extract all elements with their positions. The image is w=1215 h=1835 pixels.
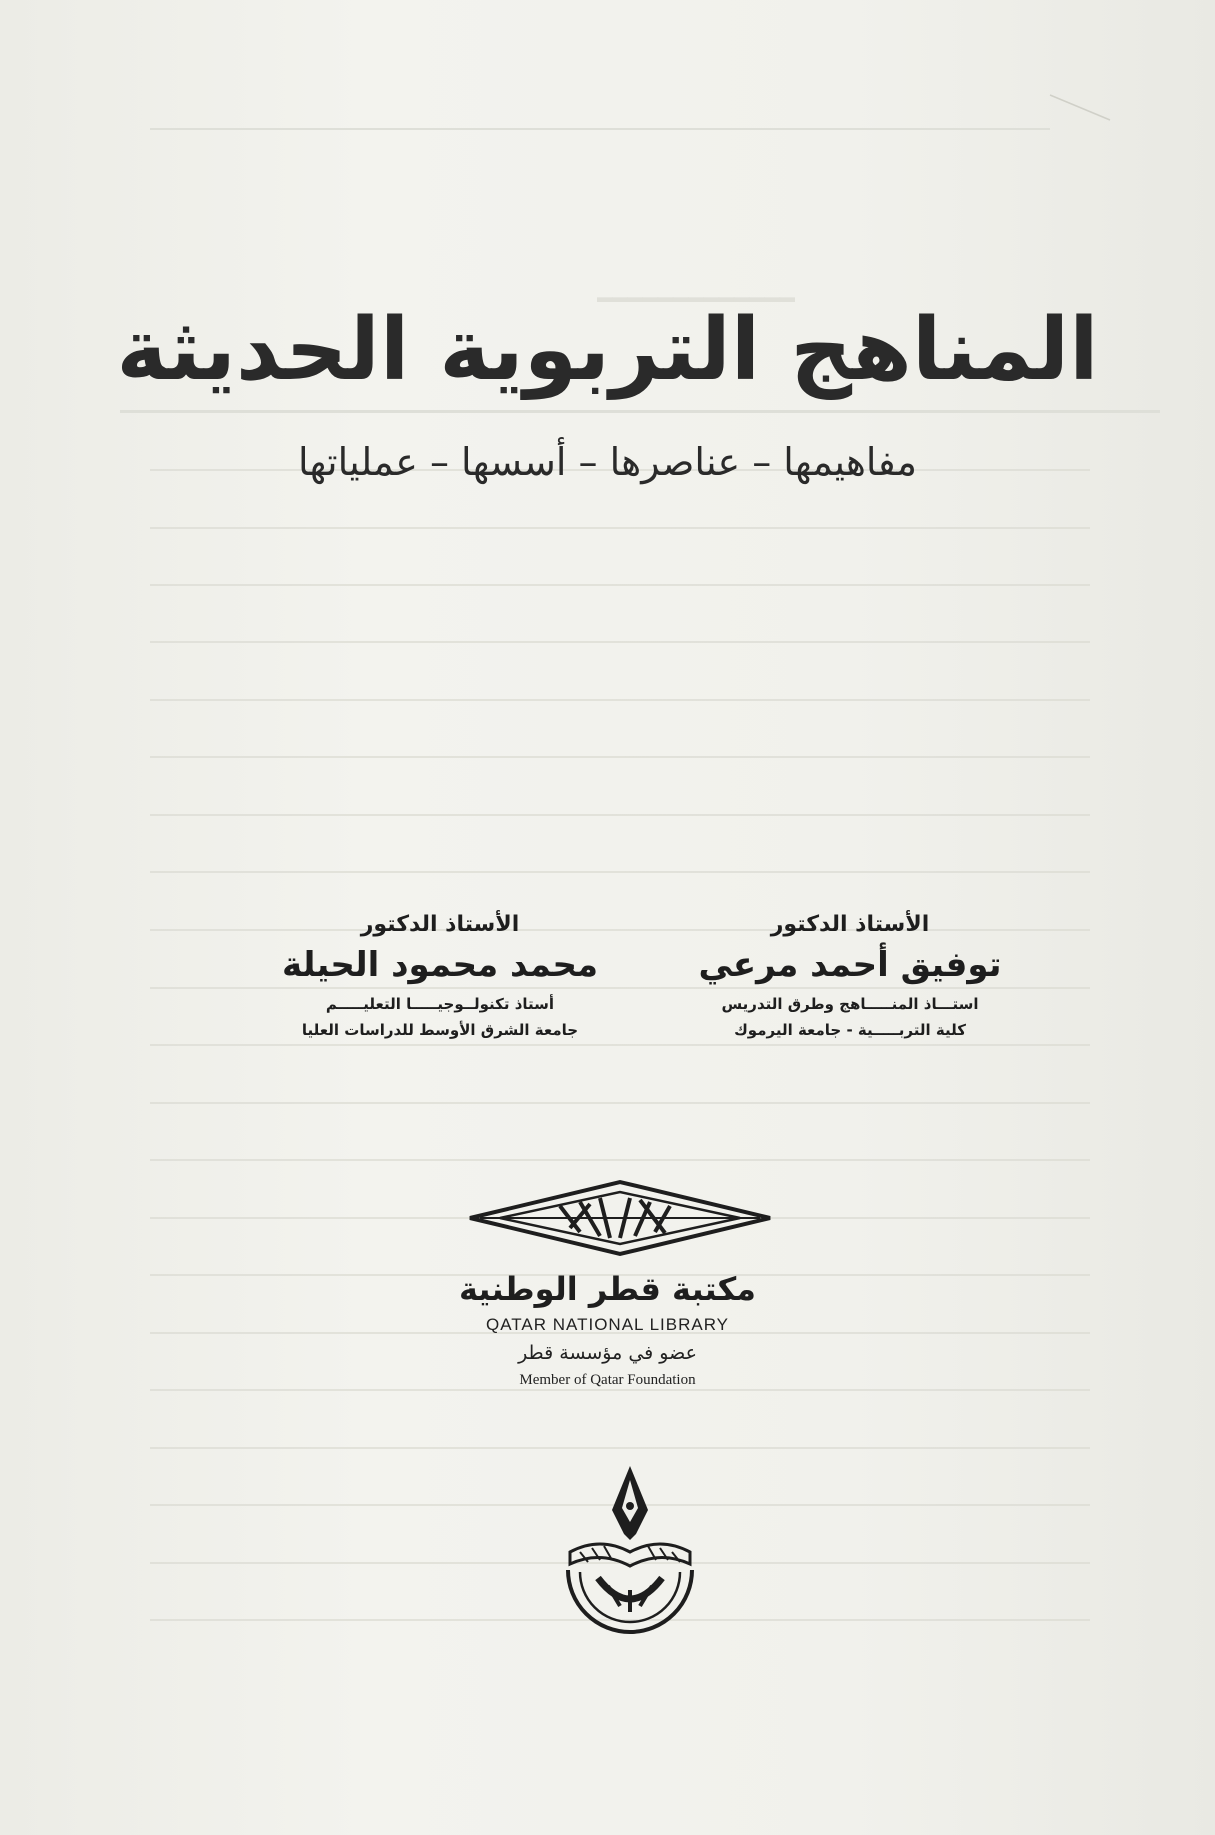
library-name-english: QATAR NATIONAL LIBRARY <box>485 1315 730 1334</box>
author-card-2 <box>260 912 620 1039</box>
book-subtitle: مفاهيمها – عناصرها – أسسها – عملياتها <box>297 440 918 484</box>
author-2-affiliation: جامعة الشرق الأوسط للدراسات العليا <box>301 1021 579 1039</box>
library-member-english: Member of Qatar Foundation <box>519 1372 696 1388</box>
library-member-arabic: عضو في مؤسسة قطر <box>518 1342 697 1364</box>
author-1-affiliation: كلية التربـــــية - جامعة اليرموك <box>734 1021 966 1039</box>
author-2-rank: الأستاذ الدكتور <box>360 912 520 937</box>
author-card-1 <box>685 912 1015 1039</box>
publisher-emblem-icon <box>550 1460 710 1660</box>
author-2-position: أستاذ تكنولــوجيـــــا التعليـــــم <box>325 995 555 1013</box>
qatar-national-library-logo-icon <box>460 1178 780 1258</box>
author-1-name: توفيق أحمد مرعي <box>698 945 1002 985</box>
library-name-arabic: مكتبة قطر الوطنية <box>459 1270 756 1308</box>
author-1-rank: الأستاذ الدكتور <box>770 912 930 937</box>
author-1-position: استـــاذ المنـــــاهج وطرق التدريس <box>721 995 979 1013</box>
book-title: المناهج التربوية الحديثة <box>116 300 1099 400</box>
author-2-name: محمد محمود الحيلة <box>281 945 599 985</box>
bleed-through-text: ـــــــــــــ <box>596 255 795 315</box>
